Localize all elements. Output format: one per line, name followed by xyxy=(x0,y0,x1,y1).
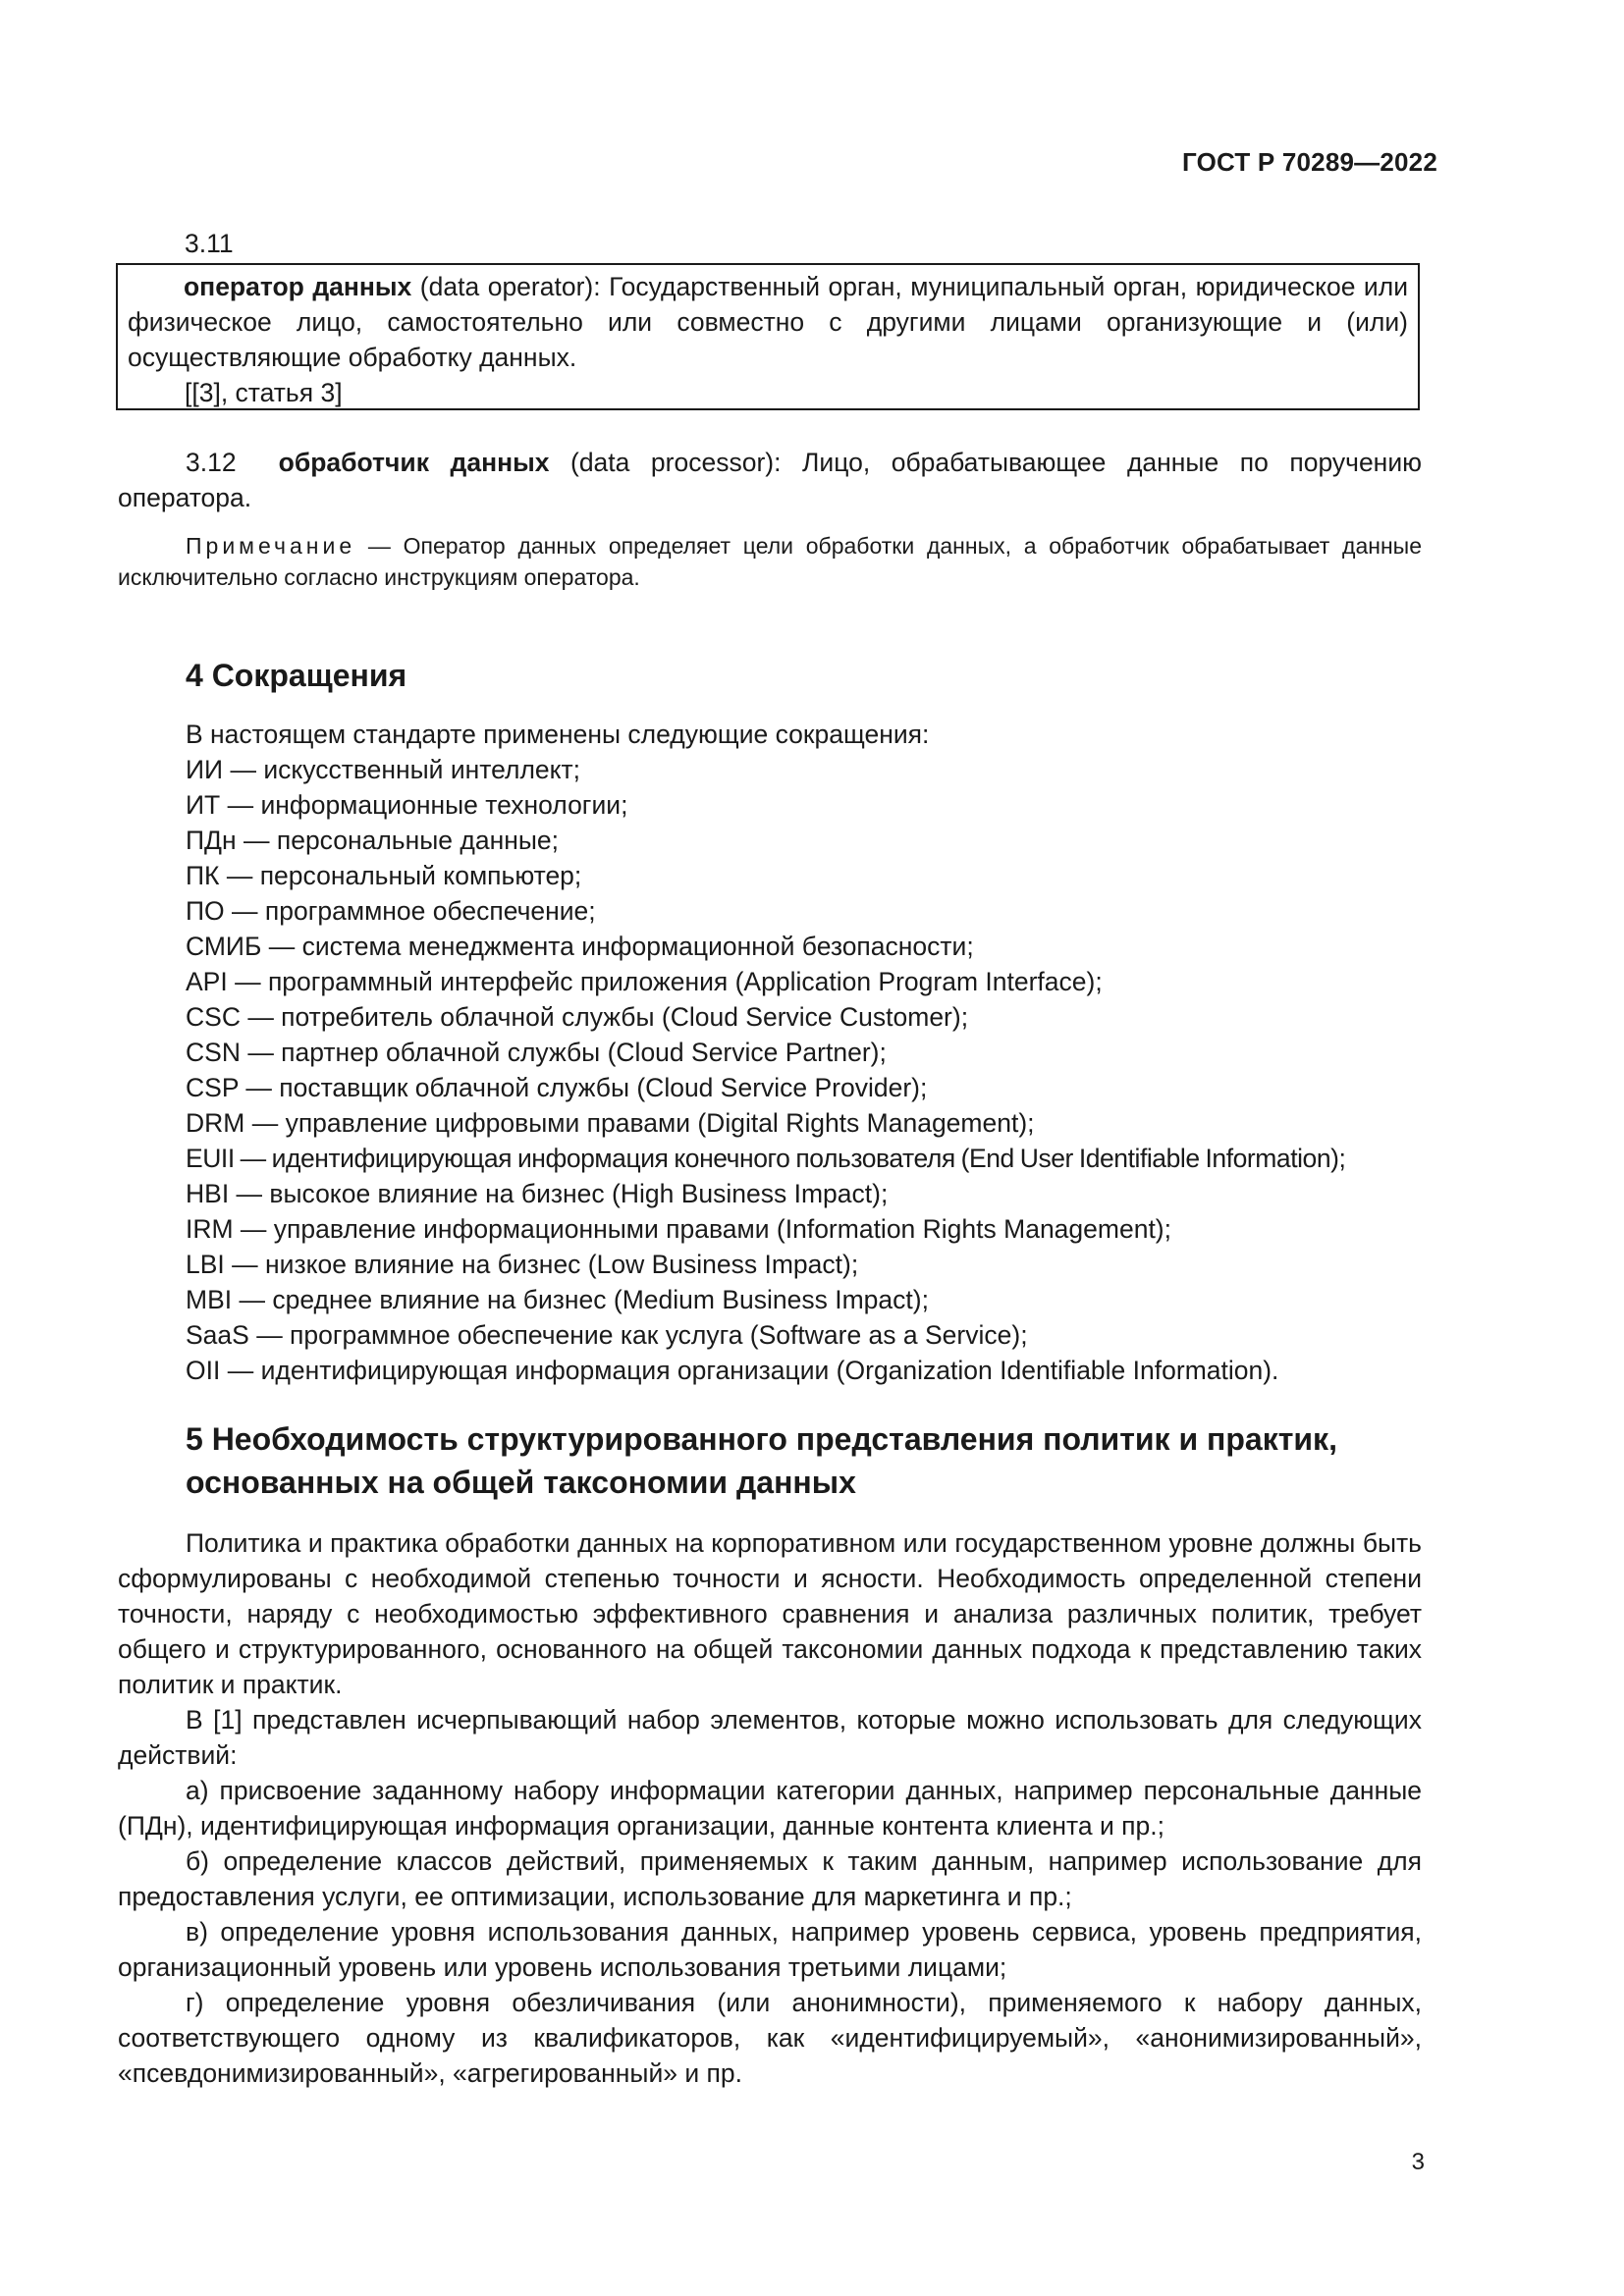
abbreviation-item: EUII — идентифицирующая информация конечного пользователя (End User Identifiable Information); xyxy=(186,1144,1346,1173)
abbreviation-item: MBI — среднее влияние на бизнес (Medium Business Impact); xyxy=(186,1285,929,1314)
page-number: 3 xyxy=(1411,2149,1425,2175)
paragraph: В [1] представлен исчерпывающий набор элементов, которые можно использовать для следующих действий: xyxy=(118,1705,1422,1770)
section-5-heading-line-1: 5 Необходимость структурированного представления политик и практик, xyxy=(186,1421,1337,1457)
abbreviation-item: DRM — управление цифровыми правами (Digital Rights Management); xyxy=(186,1108,1035,1138)
abbreviation-item: CSN — партнер облачной службы (Cloud Service Partner); xyxy=(186,1038,887,1067)
term-processor-definition: (data processor): Лицо, обрабатывающее данные по поручению оператора. xyxy=(118,448,1422,512)
abbreviations-intro: В настоящем стандарте применены следующие сокращения: xyxy=(186,720,930,749)
abbreviation-item: IRM — управление информационными правами (Information Rights Management); xyxy=(186,1214,1171,1244)
abbreviation-item: HBI — высокое влияние на бизнес (High Business Impact); xyxy=(186,1179,889,1208)
abbreviation-item: ИИ — искусственный интеллект; xyxy=(186,755,581,784)
term-definition-3-11 xyxy=(128,269,1408,375)
note-label: Примечание xyxy=(186,533,356,559)
list-item-g: г) определение уровня обезличивания (или анонимности), применяемого к набору данных, соответствующего одному из квалификаторов, как «идентифицируемый», «анонимизированный», «псевдонимизированный», «агрегированный» и пр. xyxy=(118,1988,1422,2088)
note-3-12 xyxy=(118,530,1422,593)
abbreviation-item: СМИБ — система менеджмента информационной безопасности; xyxy=(186,932,974,961)
clause-number-3-12: 3.12 xyxy=(186,448,237,477)
section-4-heading: 4 Сокращения xyxy=(186,658,407,693)
abbreviation-item: ПК — персональный компьютер; xyxy=(186,861,582,890)
abbreviation-item: SaaS — программное обеспечение как услуга (Software as a Service); xyxy=(186,1320,1028,1350)
section-5-heading-line-2: основанных на общей таксономии данных xyxy=(186,1465,856,1500)
paragraph: Политика и практика обработки данных на корпоративном или государственном уровне должны быть сформулированы с необходимой степенью точности и ясности. Необходимость определенной степени точности, наряду с необходимостью эффективного сравнения и анализа различных политик, требует общего и структурированного, основанного на общей таксономии данных подхода к представлению таких политик и практик. xyxy=(118,1528,1422,1699)
list-item-v: в) определение уровня использования данных, например уровень сервиса, уровень предприятия, организационный уровень или уровень использования третьими лицами; xyxy=(118,1917,1422,1982)
term-definition-box xyxy=(116,263,1420,410)
note-text: — Оператор данных определяет цели обработки данных, а обработчик обрабатывает данные исключительно согласно инструкциям оператора. xyxy=(118,533,1422,590)
term-operator: оператор данных xyxy=(184,272,412,301)
abbreviation-item: CSP — поставщик облачной службы (Cloud Service Provider); xyxy=(186,1073,928,1102)
section-5-body xyxy=(118,1525,1422,2091)
clause-3-12 xyxy=(118,445,1422,515)
abbreviation-item: ПДн — персональные данные; xyxy=(186,826,560,855)
abbreviation-item: OII — идентифицирующая информация организации (Organization Identifiable Information). xyxy=(186,1356,1279,1385)
abbreviation-item: LBI — низкое влияние на бизнес (Low Business Impact); xyxy=(186,1250,859,1279)
clause-number-3-11: 3.11 xyxy=(185,229,234,258)
abbreviation-item: ИТ — информационные технологии; xyxy=(186,790,628,820)
abbreviation-item: ПО — программное обеспечение; xyxy=(186,896,596,926)
list-item-b: б) определение классов действий, применяемых к таким данным, например использование для предоставления услуги, ее оптимизации, использование для маркетинга и пр.; xyxy=(118,1846,1422,1911)
standard-header: ГОСТ Р 70289—2022 xyxy=(1182,147,1437,177)
term-processor: обработчик данных xyxy=(278,448,550,477)
term-operator-definition: (data operator): Государственный орган, муниципальный орган, юридическое или физическое лицо, самостоятельно или совместно с другими лицами организующие и (или) осуществляющие обработку данных. xyxy=(128,272,1408,372)
section-5-heading xyxy=(186,1417,1422,1504)
list-item-a: а) присвоение заданному набору информации категории данных, например персональные данные (ПДн), идентифицирующая информация организации, данные контента клиента и пр.; xyxy=(118,1776,1422,1841)
term-source: [[3], статья 3] xyxy=(185,378,343,407)
abbreviations-list xyxy=(186,752,1442,1388)
abbreviation-item: API — программный интерфейс приложения (Application Program Interface); xyxy=(186,967,1103,996)
abbreviation-item: CSC — потребитель облачной службы (Cloud Service Customer); xyxy=(186,1002,969,1032)
